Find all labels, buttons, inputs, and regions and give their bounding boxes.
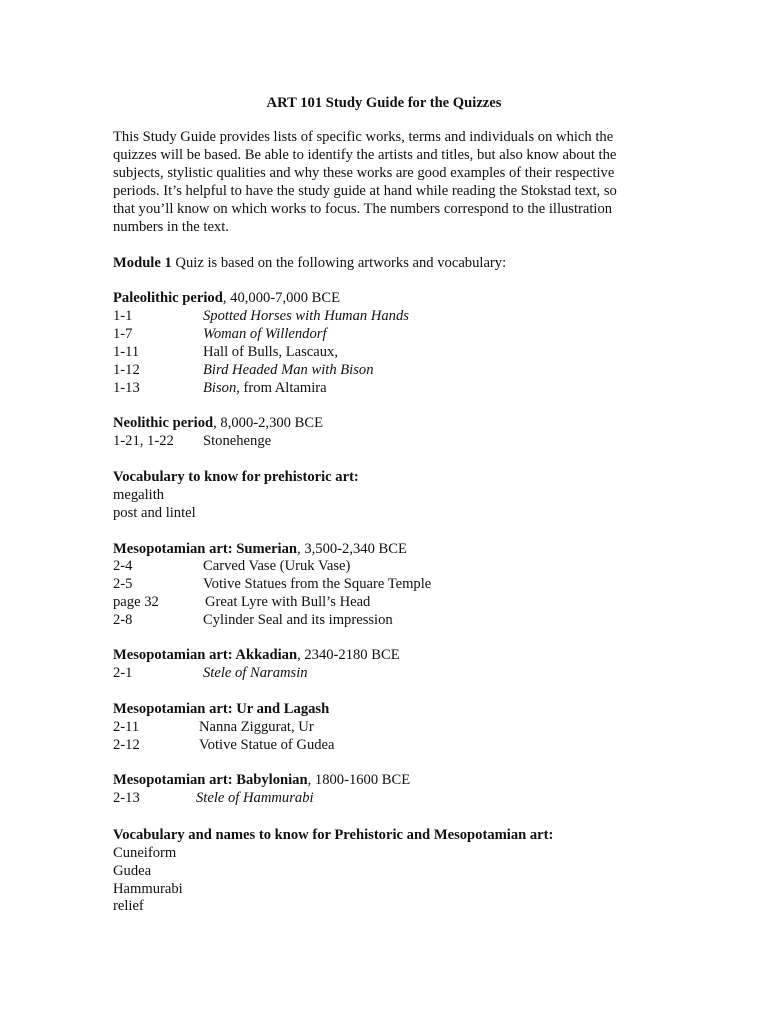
intro-line-5: that you’ll know on which works to focus. The numbers correspond to the illustration xyxy=(113,201,613,217)
module-heading: Module 1 Quiz is based on the following artworks and vocabulary: xyxy=(113,255,507,271)
figure-number: 1-13 xyxy=(113,380,140,396)
intro-line-2: quizzes will be based. Be able to identify the artists and titles, but also know about the xyxy=(113,147,617,163)
section-heading-akkadian: Mesopotamian art: Akkadian, 2340-2180 BCE xyxy=(113,647,400,663)
figure-number: 1-11 xyxy=(113,344,140,360)
figure-number: 2-1 xyxy=(113,665,133,681)
figure-number: 1-7 xyxy=(113,326,133,342)
artwork-title: Stele of Naramsin xyxy=(203,665,308,681)
section-heading-ur-lagash: Mesopotamian art: Ur and Lagash xyxy=(113,701,330,717)
figure-number: 2-5 xyxy=(113,576,133,592)
artwork-title: Great Lyre with Bull’s Head xyxy=(205,594,371,610)
document-title: ART 101 Study Guide for the Quizzes xyxy=(266,95,502,111)
artwork-title: Votive Statues from the Square Temple xyxy=(203,576,432,592)
section-heading-vocabulary-mesopotamian: Vocabulary and names to know for Prehistoric and Mesopotamian art: xyxy=(113,827,554,843)
intro-line-4: periods. It’s helpful to have the study guide at hand while reading the Stokstad text, so xyxy=(113,183,617,199)
artwork-title: Votive Statue of Gudea xyxy=(199,737,335,753)
intro-line-6: numbers in the text. xyxy=(113,219,229,235)
figure-number: 2-4 xyxy=(113,558,133,574)
section-heading-sumerian: Mesopotamian art: Sumerian, 3,500-2,340 BCE xyxy=(113,541,407,557)
figure-number: page 32 xyxy=(113,594,159,610)
vocabulary-term: Gudea xyxy=(113,863,152,879)
vocabulary-term: post and lintel xyxy=(113,505,196,521)
artwork-title: Carved Vase (Uruk Vase) xyxy=(203,558,351,574)
vocabulary-term: Hammurabi xyxy=(113,881,183,897)
artwork-title: Cylinder Seal and its impression xyxy=(203,612,393,628)
vocabulary-term: Cuneiform xyxy=(113,845,177,861)
artwork-title: Hall of Bulls, Lascaux, xyxy=(203,344,338,360)
section-heading-neolithic: Neolithic period, 8,000-2,300 BCE xyxy=(113,415,323,431)
figure-number: 2-13 xyxy=(113,790,140,806)
artwork-title: Bird Headed Man with Bison xyxy=(203,362,374,378)
section-heading-paleolithic: Paleolithic period, 40,000-7,000 BCE xyxy=(113,290,341,306)
intro-line-1: This Study Guide provides lists of specific works, terms and individuals on which the xyxy=(113,129,614,145)
artwork-title: Bison, from Altamira xyxy=(203,380,327,396)
figure-number: 1-21, 1-22 xyxy=(113,433,174,449)
figure-number: 1-12 xyxy=(113,362,140,378)
artwork-title: Woman of Willendorf xyxy=(203,326,327,342)
figure-number: 1-1 xyxy=(113,308,133,324)
vocabulary-term: relief xyxy=(113,898,144,914)
section-heading-vocabulary-prehistoric: Vocabulary to know for prehistoric art: xyxy=(113,469,359,485)
artwork-title: Spotted Horses with Human Hands xyxy=(203,308,409,324)
artwork-title: Nanna Ziggurat, Ur xyxy=(199,719,314,735)
artwork-title: Stele of Hammurabi xyxy=(196,790,314,806)
section-heading-babylonian: Mesopotamian art: Babylonian, 1800-1600 BCE xyxy=(113,772,411,788)
figure-number: 2-12 xyxy=(113,737,140,753)
figure-number: 2-11 xyxy=(113,719,140,735)
figure-number: 2-8 xyxy=(113,612,133,628)
vocabulary-term: megalith xyxy=(113,487,165,503)
intro-line-3: subjects, stylistic qualities and why these works are good examples of their respective xyxy=(113,165,615,181)
artwork-title: Stonehenge xyxy=(203,433,272,449)
